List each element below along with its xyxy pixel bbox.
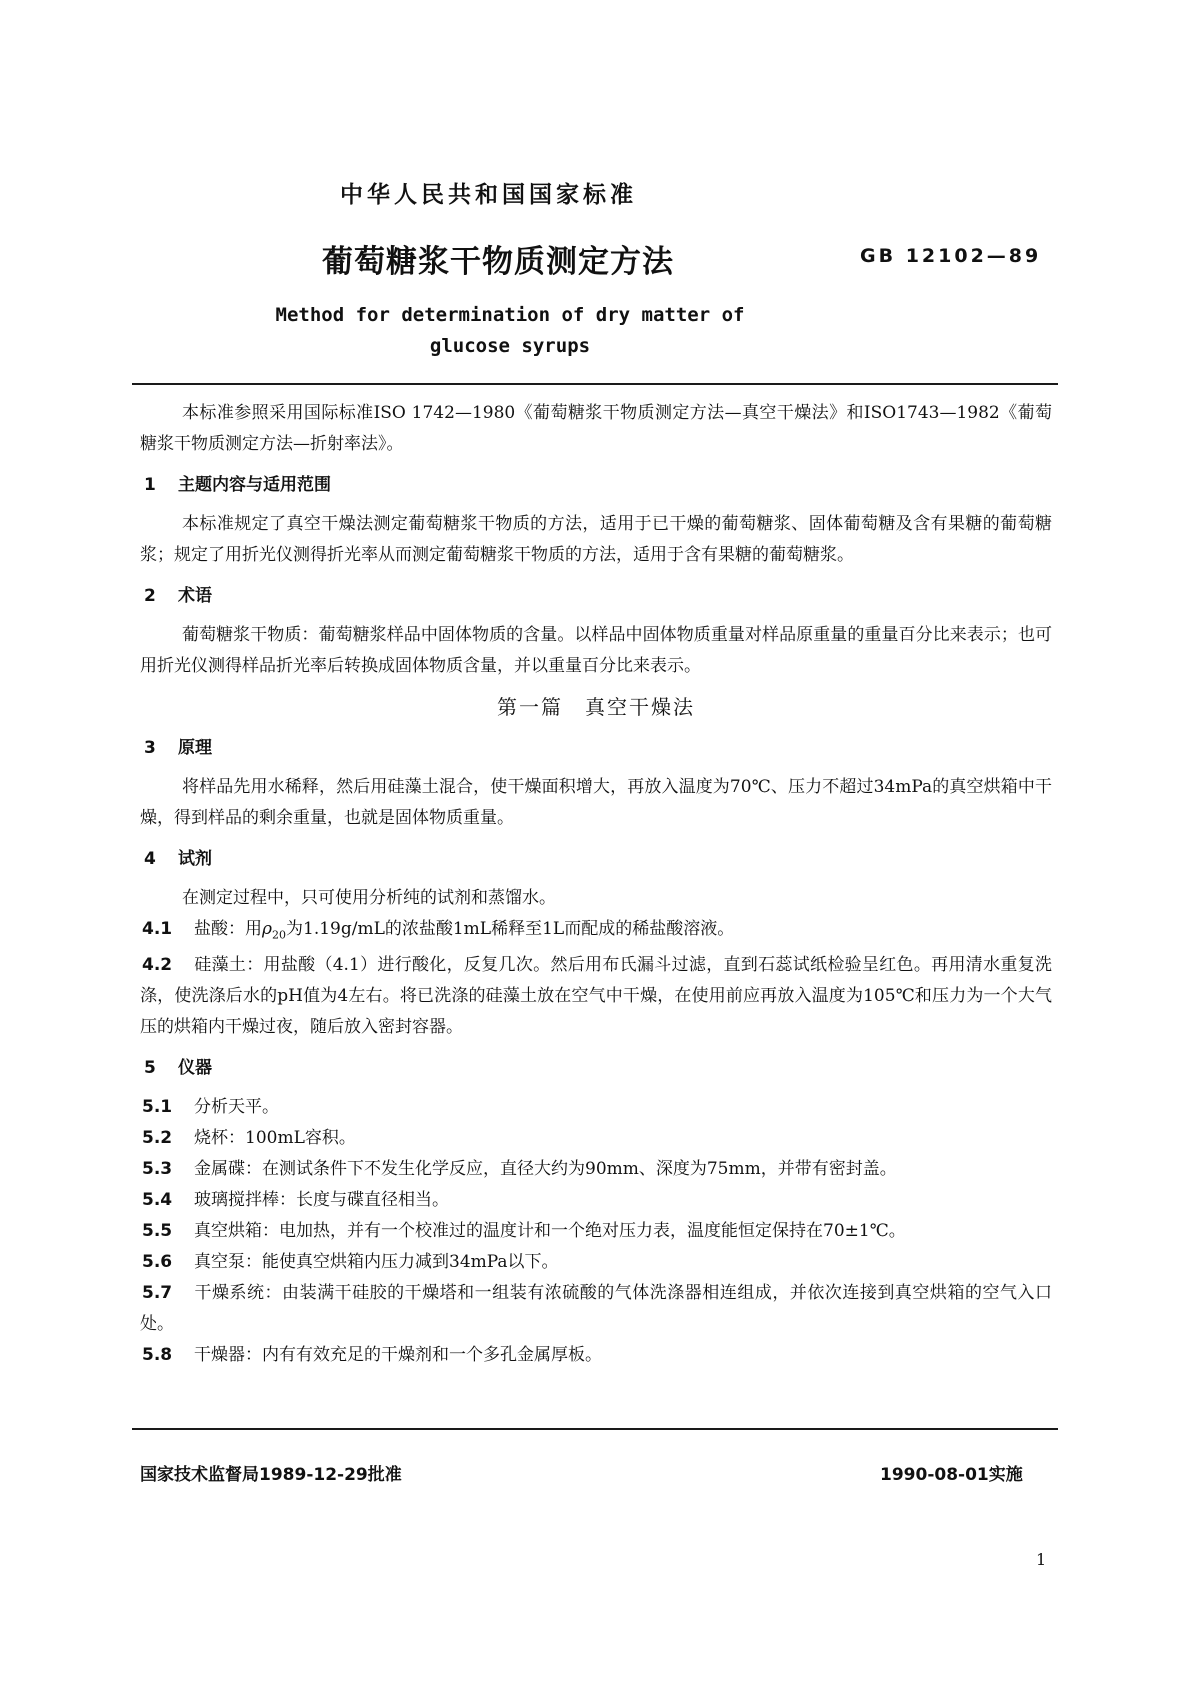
- footer-divider: [132, 1428, 1058, 1430]
- clause-text: 干燥器：内有有效充足的干燥剂和一个多孔金属厚板。: [194, 1345, 602, 1366]
- section-4-paragraph: 在测定过程中，只可使用分析纯的试剂和蒸馏水。: [182, 888, 556, 908]
- clause-text: 金属碟：在测试条件下不发生化学反应，直径大约为90mm、深度为75mm，并带有密封盖。: [194, 1159, 897, 1180]
- clause-5-6: [140, 1247, 1052, 1278]
- clause-text: 烧杯：100mL容积。: [194, 1128, 356, 1149]
- document-title-zh: 葡萄糖浆干物质测定方法: [322, 244, 674, 280]
- document-title-en: Method for determination of dry matter of glucose syrups: [275, 304, 745, 357]
- clause-number: 5.3: [142, 1159, 173, 1180]
- clause-number: 5.4: [142, 1190, 173, 1211]
- rho-subscript: 20: [272, 928, 286, 942]
- clause-number: 5.5: [142, 1221, 173, 1242]
- part-1-title: [140, 692, 1052, 723]
- clause-5-2: [140, 1123, 1052, 1154]
- intro-paragraph: 本标准参照采用国际标准ISO 1742—1980《葡萄糖浆干物质测定方法—真空干燥法》和ISO1743—1982《葡萄糖浆干物质测定方法—折射率法》。: [140, 403, 1052, 454]
- section-2-heading: [140, 581, 1052, 612]
- clause-5-3: [140, 1154, 1052, 1185]
- clause-5-1: [140, 1092, 1052, 1123]
- standard-code: GB 12102—89: [860, 245, 1042, 267]
- clause-text: 分析天平。: [194, 1097, 279, 1118]
- section-title: 主题内容与适用范围: [178, 475, 331, 495]
- page-number: 1: [1036, 1550, 1047, 1569]
- section-3-paragraph: 将样品先用水稀释，然后用硅藻土混合，使干燥面积增大，再放入温度为70℃、压力不超过34mPa的真空烘箱中干燥，得到样品的剩余重量，也就是固体物质重量。: [140, 777, 1052, 828]
- clause-number: 5.2: [142, 1128, 173, 1149]
- clause-number: 5.8: [142, 1345, 173, 1366]
- document-body: [140, 398, 1052, 1371]
- clause-number: 5.1: [142, 1097, 173, 1118]
- part-name: 真空干燥法: [585, 695, 695, 719]
- section-2-paragraph: 葡萄糖浆干物质：葡萄糖浆样品中固体物质的含量。以样品中固体物质重量对样品原重量的重量百分比来表示；也可用折光仪测得样品折光率后转换成固体物质含量，并以重量百分比来表示。: [140, 625, 1052, 676]
- section-title: 仪器: [178, 1058, 212, 1079]
- section-title: 原理: [178, 738, 212, 758]
- section-number: 5: [144, 1058, 156, 1079]
- clause-5-5: [140, 1216, 1052, 1247]
- clause-number: 4.2: [142, 955, 173, 976]
- section-title: 试剂: [178, 849, 212, 869]
- clause-number: 5.7: [142, 1283, 173, 1304]
- effective-date: 1990-08-01实施: [880, 1465, 1023, 1485]
- clause-4-2: [140, 950, 1052, 1043]
- section-5-heading: [140, 1053, 1052, 1084]
- clause-number: 5.6: [142, 1252, 173, 1273]
- section-title: 术语: [178, 586, 212, 606]
- section-number: 1: [144, 475, 156, 495]
- clause-text: 干燥系统：由装满干硅胶的干燥塔和一组装有浓硫酸的气体洗涤器相连组成，并依次连接到真空烘箱的空气入口处。: [140, 1283, 1052, 1335]
- clause-text-post: 为1.19g/mL的浓盐酸1mL稀释至1L而配成的稀盐酸溶液。: [286, 919, 735, 939]
- section-3-heading: [140, 733, 1052, 764]
- clause-text: 真空烘箱：电加热，并有一个校准过的温度计和一个绝对压力表，温度能恒定保持在70±1℃。: [194, 1221, 906, 1242]
- section-number: 2: [144, 586, 156, 606]
- approval-date: 国家技术监督局1989-12-29批准: [140, 1465, 402, 1485]
- section-1-paragraph: 本标准规定了真空干燥法测定葡萄糖浆干物质的方法，适用于已干燥的葡萄糖浆、固体葡萄糖及含有果糖的葡萄糖浆；规定了用折光仪测得折光率从而测定葡萄糖浆干物质的方法，适用于含有果糖的葡萄糖浆。: [140, 514, 1052, 565]
- clause-text: 硅藻土：用盐酸（4.1）进行酸化，反复几次。然后用布氏漏斗过滤，直到石蕊试纸检验呈红色。再用清水重复洗涤，使洗涤后水的pH值为4左右。将已洗涤的硅藻土放在空气中干燥，在使用前应再放入温度为105℃和压力为一个大气压的烘箱内干燥过夜，随后放入密封容器。: [140, 955, 1052, 1038]
- section-number: 3: [144, 738, 156, 758]
- clause-number: 4.1: [142, 919, 173, 939]
- section-1-heading: [140, 470, 1052, 501]
- clause-5-7: [140, 1278, 1052, 1340]
- rho-symbol: ρ: [262, 919, 272, 939]
- section-4-heading: [140, 844, 1052, 875]
- clause-5-8: [140, 1340, 1052, 1371]
- clause-5-4: [140, 1185, 1052, 1216]
- part-label: 第一篇: [497, 695, 563, 719]
- clause-4-1: [140, 914, 1052, 950]
- header-divider: [132, 383, 1058, 385]
- clause-text: 真空泵：能使真空烘箱内压力减到34mPa以下。: [194, 1252, 559, 1273]
- section-number: 4: [144, 849, 156, 869]
- national-standard-heading: 中华人民共和国国家标准: [340, 182, 637, 208]
- clause-text-pre: 盐酸：用: [194, 919, 262, 939]
- clause-text: 玻璃搅拌棒：长度与碟直径相当。: [194, 1190, 449, 1211]
